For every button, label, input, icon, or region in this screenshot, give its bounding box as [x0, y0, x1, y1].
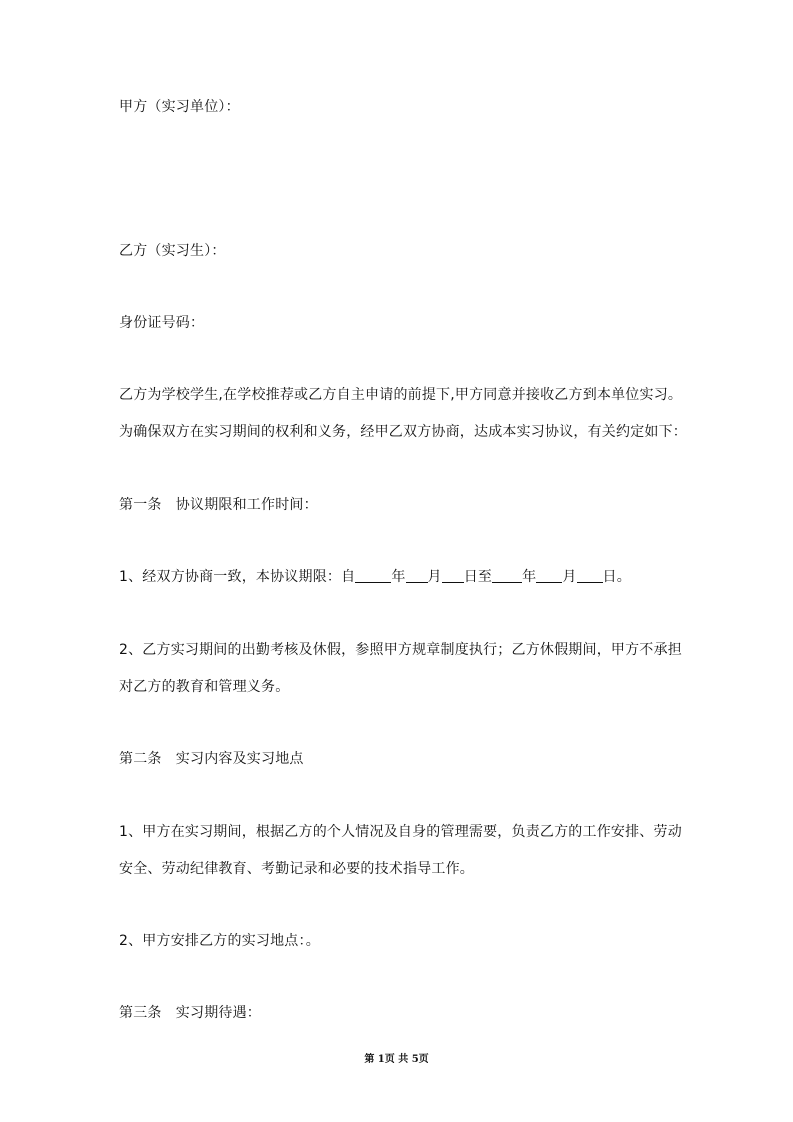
- end-year-blank[interactable]: [492, 568, 522, 583]
- year-label-2: 年: [522, 569, 537, 585]
- party-a-label: 甲方（实习单位）：: [119, 99, 240, 115]
- id-number-label: 身份证号码：: [119, 315, 205, 331]
- article-2-title: 第二条 实习内容及实习地点: [119, 751, 304, 767]
- start-year-blank[interactable]: [355, 568, 391, 583]
- article-2-item-2: 2、甲方安排乙方的实习地点：。: [119, 933, 320, 949]
- end-day-blank[interactable]: [577, 568, 603, 583]
- article-2-item-1-line-2: 安全、劳动纪律教育、考勤记录和必要的技术指导工作。: [119, 861, 474, 877]
- year-label-1: 年: [391, 569, 406, 585]
- term-prefix: 1、经双方协商一致，本协议期限：自: [119, 569, 356, 585]
- intro-line-2: 为确保双方在实习期间的权利和义务，经甲乙双方协商，达成本实习协议，有关约定如下：: [119, 424, 687, 440]
- day-label-2: 日。: [602, 569, 631, 585]
- page-footer: 第 1页 共 5页: [364, 1054, 429, 1065]
- article-1-item-2-line-1: 2、乙方实习期间的出勤考核及休假，参照甲方规章制度执行；乙方休假期间，甲方不承担: [119, 642, 682, 658]
- end-month-blank[interactable]: [536, 568, 562, 583]
- article-1-title: 第一条 协议期限和工作时间：: [119, 497, 318, 513]
- party-b-label: 乙方（实习生）：: [119, 243, 226, 259]
- month-label-2: 月: [562, 569, 577, 585]
- start-month-blank[interactable]: [406, 568, 428, 583]
- start-day-blank[interactable]: [442, 568, 464, 583]
- article-1-item-2-line-2: 对乙方的教育和管理义务。: [119, 679, 290, 695]
- article-1-item-1: [119, 568, 631, 586]
- month-label-1: 月: [427, 569, 442, 585]
- day-to-label: 日至: [463, 569, 493, 585]
- article-2-item-1-line-1: 1、甲方在实习期间，根据乙方的个人情况及自身的管理需要，负责乙方的工作安排、劳动: [119, 824, 682, 840]
- article-3-title: 第三条 实习期待遇：: [119, 1005, 261, 1021]
- intro-line-1: 乙方为学校学生,在学校推荐或乙方自主申请的前提下,甲方同意并接收乙方到本单位实习。: [119, 387, 683, 403]
